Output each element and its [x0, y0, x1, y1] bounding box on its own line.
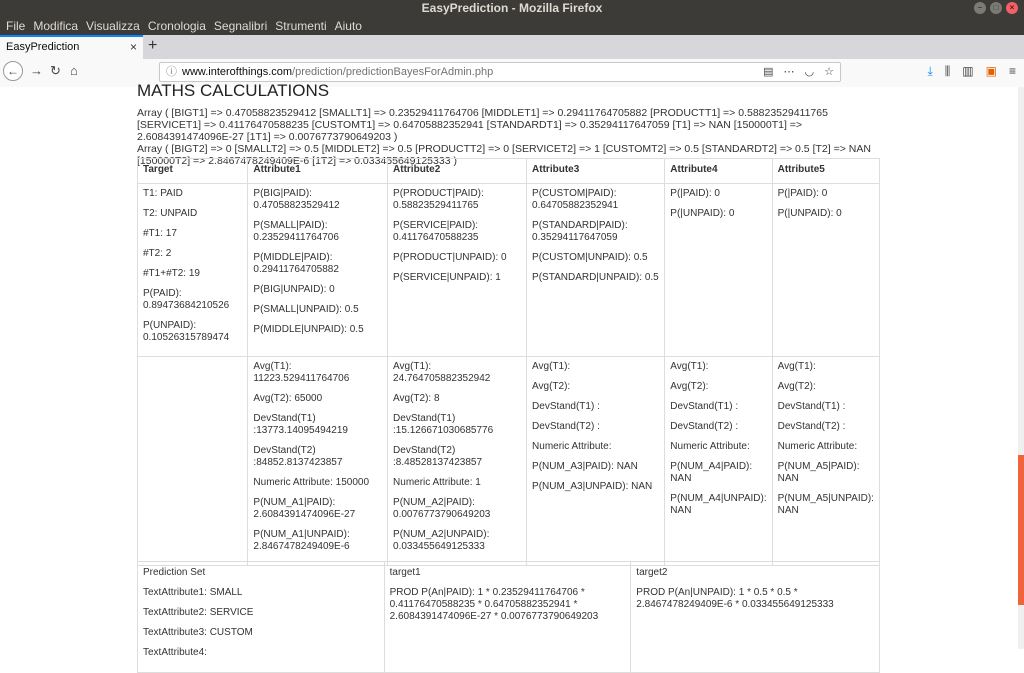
page-actions-icon[interactable]: ⋯: [783, 66, 795, 78]
menu-icon[interactable]: ≡: [1008, 64, 1016, 78]
cell-text: P(BIG|PAID): 0.47058823529412: [253, 188, 340, 211]
cell-text: Avg(T1):: [670, 361, 709, 372]
new-tab-icon[interactable]: +: [148, 37, 158, 54]
cell-text: DevStand(T1) :15.126671030685776: [393, 413, 494, 436]
header-attribute5: Attribute5: [772, 159, 879, 184]
cell-attr5-numeric: [772, 357, 879, 566]
cell-text: P(PAID): 0.89473684210526: [143, 288, 230, 311]
cell-attr3-numeric: [527, 357, 665, 566]
forward-icon[interactable]: →: [30, 63, 43, 78]
tab-bar: [0, 35, 1024, 59]
cell-text: TextAttribute3: CUSTOM: [143, 627, 253, 638]
cell-text: P(|PAID): 0: [670, 188, 720, 199]
cell-text: P(SMALL|PAID): 0.23529411764706: [253, 220, 339, 243]
cell-text: P(|UNPAID): 0: [777, 208, 842, 219]
bookmark-star-icon[interactable]: ☆: [824, 66, 834, 78]
cell-attr5: [772, 184, 879, 357]
header-target: Target: [138, 159, 248, 184]
cell-attr1: [248, 184, 388, 357]
extension-icon[interactable]: ▣: [985, 64, 997, 78]
array-t2: Array ( [BIGT2] => 0 [SMALLT2] => 0.5 [MIDDLET2] => 0.5 [PRODUCTT2] => 0 [SERVICET2] => 1 [CUSTOMT2] => 0.5 [STANDARDT2] => 0.5 [T2] => NAN [150000T2] => 2.8467478249409E-6 [1T2] => 0.033455649125333 ): [137, 143, 871, 167]
header-attribute3: Attribute3: [527, 159, 665, 184]
close-window-icon[interactable]: ×: [1006, 2, 1018, 14]
window-titlebar: [0, 0, 1024, 17]
reader-view-icon[interactable]: ▤: [763, 66, 774, 78]
url-bar[interactable]: [159, 62, 841, 82]
cell-text: Avg(T2):: [670, 381, 709, 392]
cell-text: TextAttribute1: SMALL: [143, 587, 243, 598]
cell-text: DevStand(T2) :: [670, 421, 739, 432]
cell-text: P(PRODUCT|UNPAID): 0: [393, 252, 507, 263]
cell-text: Avg(T1): 11223.529411764706: [253, 361, 350, 384]
target1-cell: [384, 562, 631, 673]
cell-text: DevStand(T2) :: [777, 421, 846, 432]
target2-cell: [631, 562, 880, 673]
cell-text: P(NUM_A1|UNPAID): 2.8467478249409E-6: [253, 529, 350, 552]
cell-text: P(NUM_A4|UNPAID): NAN: [670, 493, 767, 516]
prediction-set-cell: [138, 562, 385, 673]
home-icon[interactable]: ⌂: [70, 63, 78, 78]
window-controls: [974, 2, 1018, 14]
menu-modifica[interactable]: Modifica: [33, 19, 79, 33]
cell-text: P(NUM_A2|UNPAID): 0.033455649125333: [393, 529, 490, 552]
cell-text: PROD P(An|PAID): 1 * 0.23529411764706 * 0.41176470588235 * 0.64705882352941 * 2.6084391474096E-27 * 0.0076773790649203: [389, 587, 599, 622]
cell-text: P(SERVICE|PAID): 0.41176470588235: [393, 220, 479, 243]
downloads-icon[interactable]: ⤓: [927, 64, 933, 78]
cell-text: P(NUM_A3|UNPAID): NAN: [532, 481, 653, 492]
cell-text: DevStand(T2) :: [532, 421, 600, 432]
cell-text: P(STANDARD|UNPAID): 0.5: [532, 272, 659, 283]
cell-text: P(MIDDLE|UNPAID): 0.5: [253, 324, 364, 335]
cell-text: DevStand(T1) :13773.14095494219: [253, 413, 348, 436]
cell-text: #T1+#T2: 19: [143, 268, 200, 279]
cell-text: Avg(T2):: [777, 381, 816, 392]
table-row: [138, 184, 880, 357]
table-row: [138, 562, 880, 673]
header-attribute2: Attribute2: [388, 159, 527, 184]
page-heading: MATHS CALCULATIONS: [137, 81, 330, 100]
menu-file[interactable]: File: [6, 19, 26, 33]
cell-text: Avg(T2): 8: [393, 393, 440, 404]
cell-text: P(|PAID): 0: [777, 188, 828, 199]
header-attribute1: Attribute1: [248, 159, 388, 184]
array-t1: Array ( [BIGT1] => 0.47058823529412 [SMALLT1] => 0.23529411764706 [MIDDLET1] => 0.29411764705882 [PRODUCTT1] => 0.58823529411765 [SERVICET1] => 0.41176470588235 [CUSTOMT1] => 0.64705882352941 [STANDARDT1] => 0.35294117647059 [T1] => NAN [150000T1] => 2.6084391474096E-27 [1T1] => 0.0076773790649203 ): [137, 107, 828, 143]
url-host: www.interofthings.com: [182, 66, 293, 78]
cell-attr2-numeric: [388, 357, 527, 566]
cell-text: DevStand(T2) :8.48528137423857: [393, 445, 483, 468]
cell-text: target1: [389, 567, 421, 578]
url-path: /prediction/predictionBayesForAdmin.php: [292, 66, 494, 78]
tab-close-icon[interactable]: ×: [129, 40, 137, 54]
cell-text: P(NUM_A3|PAID): NAN: [532, 461, 638, 472]
cell-text: Avg(T2): 65000: [253, 393, 323, 404]
scrollbar-thumb[interactable]: [1018, 455, 1024, 605]
minimize-icon[interactable]: –: [974, 2, 986, 14]
cell-text: Numeric Attribute: 150000: [253, 477, 370, 488]
cell-text: P(NUM_A1|PAID): 2.6084391474096E-27: [253, 497, 356, 520]
back-icon[interactable]: ←: [3, 61, 23, 81]
url-actions: [763, 63, 834, 81]
cell-text: TextAttribute4:: [143, 647, 207, 658]
cell-text: Numeric Attribute:: [670, 441, 750, 452]
cell-text: P(MIDDLE|PAID): 0.29411764705882: [253, 252, 339, 275]
menu-visualizza[interactable]: Visualizza: [86, 19, 140, 33]
cell-text: Avg(T1):: [777, 361, 816, 372]
reload-icon[interactable]: ↻: [50, 63, 61, 78]
table-row: [138, 357, 880, 566]
cell-text: P(PRODUCT|PAID): 0.58823529411765: [393, 188, 484, 211]
cell-text: P(NUM_A5|PAID): NAN: [777, 461, 860, 484]
cell-text: Avg(T2):: [532, 381, 571, 392]
cell-text: T2: UNPAID: [143, 208, 198, 219]
cell-text: DevStand(T2) :84852.8137423857: [253, 445, 343, 468]
page-content: [0, 81, 1018, 658]
cell-text: P(NUM_A4|PAID): NAN: [670, 461, 753, 484]
menu-cronologia[interactable]: Cronologia: [147, 19, 206, 33]
cell-text: TextAttribute2: SERVICE: [143, 607, 254, 618]
cell-text: T1: PAID: [143, 188, 183, 199]
cell-attr3: [527, 184, 665, 357]
cell-text: Avg(T1): 24.764705882352942: [393, 361, 491, 384]
cell-text: DevStand(T1) :: [777, 401, 846, 412]
cell-target: [138, 184, 248, 357]
cell-text: P(SERVICE|UNPAID): 1: [393, 272, 501, 283]
cell-text: #T2: 2: [143, 248, 172, 259]
cell-attr4: [665, 184, 772, 357]
cell-text: Numeric Attribute:: [532, 441, 612, 452]
cell-attr4-numeric: [665, 357, 772, 566]
cell-text: DevStand(T1) :: [532, 401, 600, 412]
cell-text: Prediction Set: [143, 567, 206, 578]
cell-target-empty: [138, 357, 248, 566]
menu-strumenti[interactable]: Strumenti: [275, 19, 327, 33]
cell-text: Avg(T1):: [532, 361, 571, 372]
cell-text: P(SMALL|UNPAID): 0.5: [253, 304, 359, 315]
cell-text: target2: [636, 567, 668, 578]
tab-label: EasyPrediction: [6, 41, 80, 53]
cell-text: Numeric Attribute:: [777, 441, 858, 452]
cell-text: P(NUM_A2|PAID): 0.0076773790649203: [393, 497, 491, 520]
header-attribute4: Attribute4: [665, 159, 772, 184]
site-info-icon[interactable]: ⓘ: [166, 66, 177, 78]
cell-attr2: [388, 184, 527, 357]
cell-text: P(BIG|UNPAID): 0: [253, 284, 335, 295]
cell-text: P(CUSTOM|PAID): 0.64705882352941: [532, 188, 619, 211]
menubar: [0, 17, 1024, 35]
prediction-table: [137, 561, 880, 673]
pocket-icon[interactable]: ◡: [804, 66, 815, 78]
window-title: EasyPrediction - Mozilla Firefox: [421, 1, 603, 15]
calculations-table: [137, 158, 880, 566]
cell-text: DevStand(T1) :: [670, 401, 739, 412]
cell-text: P(STANDARD|PAID): 0.35294117647059: [532, 220, 628, 243]
cell-text: #T1: 17: [143, 228, 177, 239]
menu-segnalibri[interactable]: Segnalibri: [213, 19, 268, 33]
cell-text: P(|UNPAID): 0: [670, 208, 735, 219]
library-icon[interactable]: ⫼: [944, 64, 951, 78]
cell-text: PROD P(An|UNPAID): 1 * 0.5 * 0.5 * 2.8467478249409E-6 * 0.033455649125333: [636, 587, 834, 610]
maximize-icon[interactable]: □: [990, 2, 1002, 14]
cell-text: P(CUSTOM|UNPAID): 0.5: [532, 252, 648, 263]
sidebar-icon[interactable]: ▥: [962, 64, 974, 78]
table-header-row: [138, 159, 880, 184]
menu-aiuto[interactable]: Aiuto: [334, 19, 362, 33]
cell-text: Numeric Attribute: 1: [393, 477, 481, 488]
toolbar-right: [927, 64, 1016, 79]
cell-attr1-numeric: [248, 357, 388, 566]
tab-easyprediction[interactable]: [0, 35, 143, 59]
cell-text: P(UNPAID): 0.10526315789474: [143, 320, 230, 343]
cell-text: P(NUM_A5|UNPAID): NAN: [777, 493, 874, 516]
